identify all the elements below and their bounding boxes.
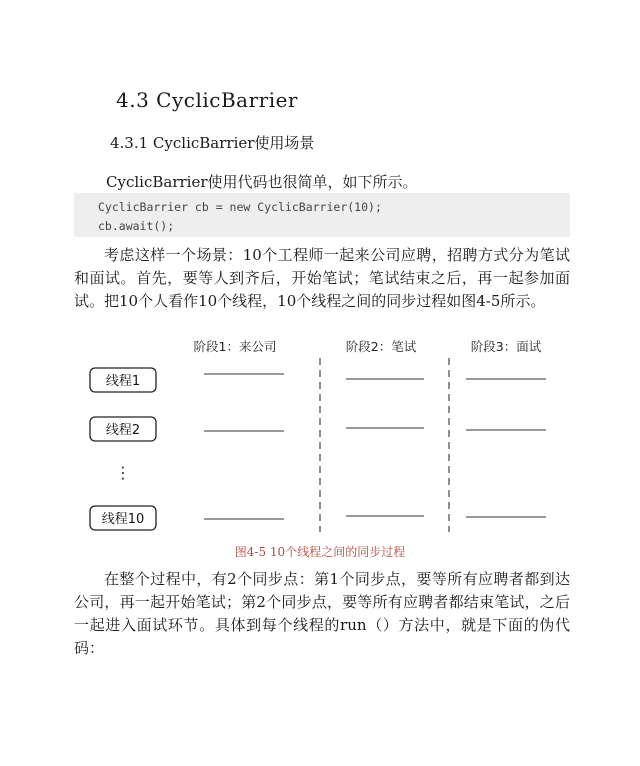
figure-caption: 图4-5 10个线程之间的同步过程 bbox=[234, 545, 406, 559]
stage-label: 阶段3：面试 bbox=[470, 339, 542, 354]
paragraph: 考虑这样一个场景：10个工程师一起来公司应聘，招聘方式分为笔试和面试。首先，要等人到齐后，开始笔试；笔试结束之后，再一起参加面试。把10个人看作10个线程，10个线程之间的同步过程如图4-5所示。 bbox=[74, 246, 570, 310]
subsection-title: 4.3.1 CyclicBarrier使用场景 bbox=[110, 134, 315, 152]
stage-label: 阶段2：笔试 bbox=[345, 339, 417, 354]
thread-label: 线程1 bbox=[105, 374, 141, 389]
stage-label: 阶段1：来公司 bbox=[193, 339, 277, 354]
code-line: CyclicBarrier cb = new CyclicBarrier(10); bbox=[98, 200, 382, 214]
sync-diagram bbox=[80, 330, 570, 540]
code-line: cb.await(); bbox=[98, 219, 175, 233]
ellipsis: ⋮ bbox=[115, 463, 131, 482]
code-block bbox=[74, 193, 570, 237]
intro-text: CyclicBarrier使用代码也很简单，如下所示。 bbox=[106, 173, 418, 191]
thread-label: 线程10 bbox=[101, 512, 145, 527]
section-title: 4.3 CyclicBarrier bbox=[116, 88, 298, 112]
thread-label: 线程2 bbox=[105, 423, 141, 438]
paragraph: 在整个过程中，有2个同步点：第1个同步点，要等所有应聘者都到达公司，再一起开始笔试；第2个同步点，要等所有应聘者都结束笔试，之后一起进入面试环节。具体到每个线程的run（）方法中，就是下面的伪代码： bbox=[74, 570, 570, 657]
